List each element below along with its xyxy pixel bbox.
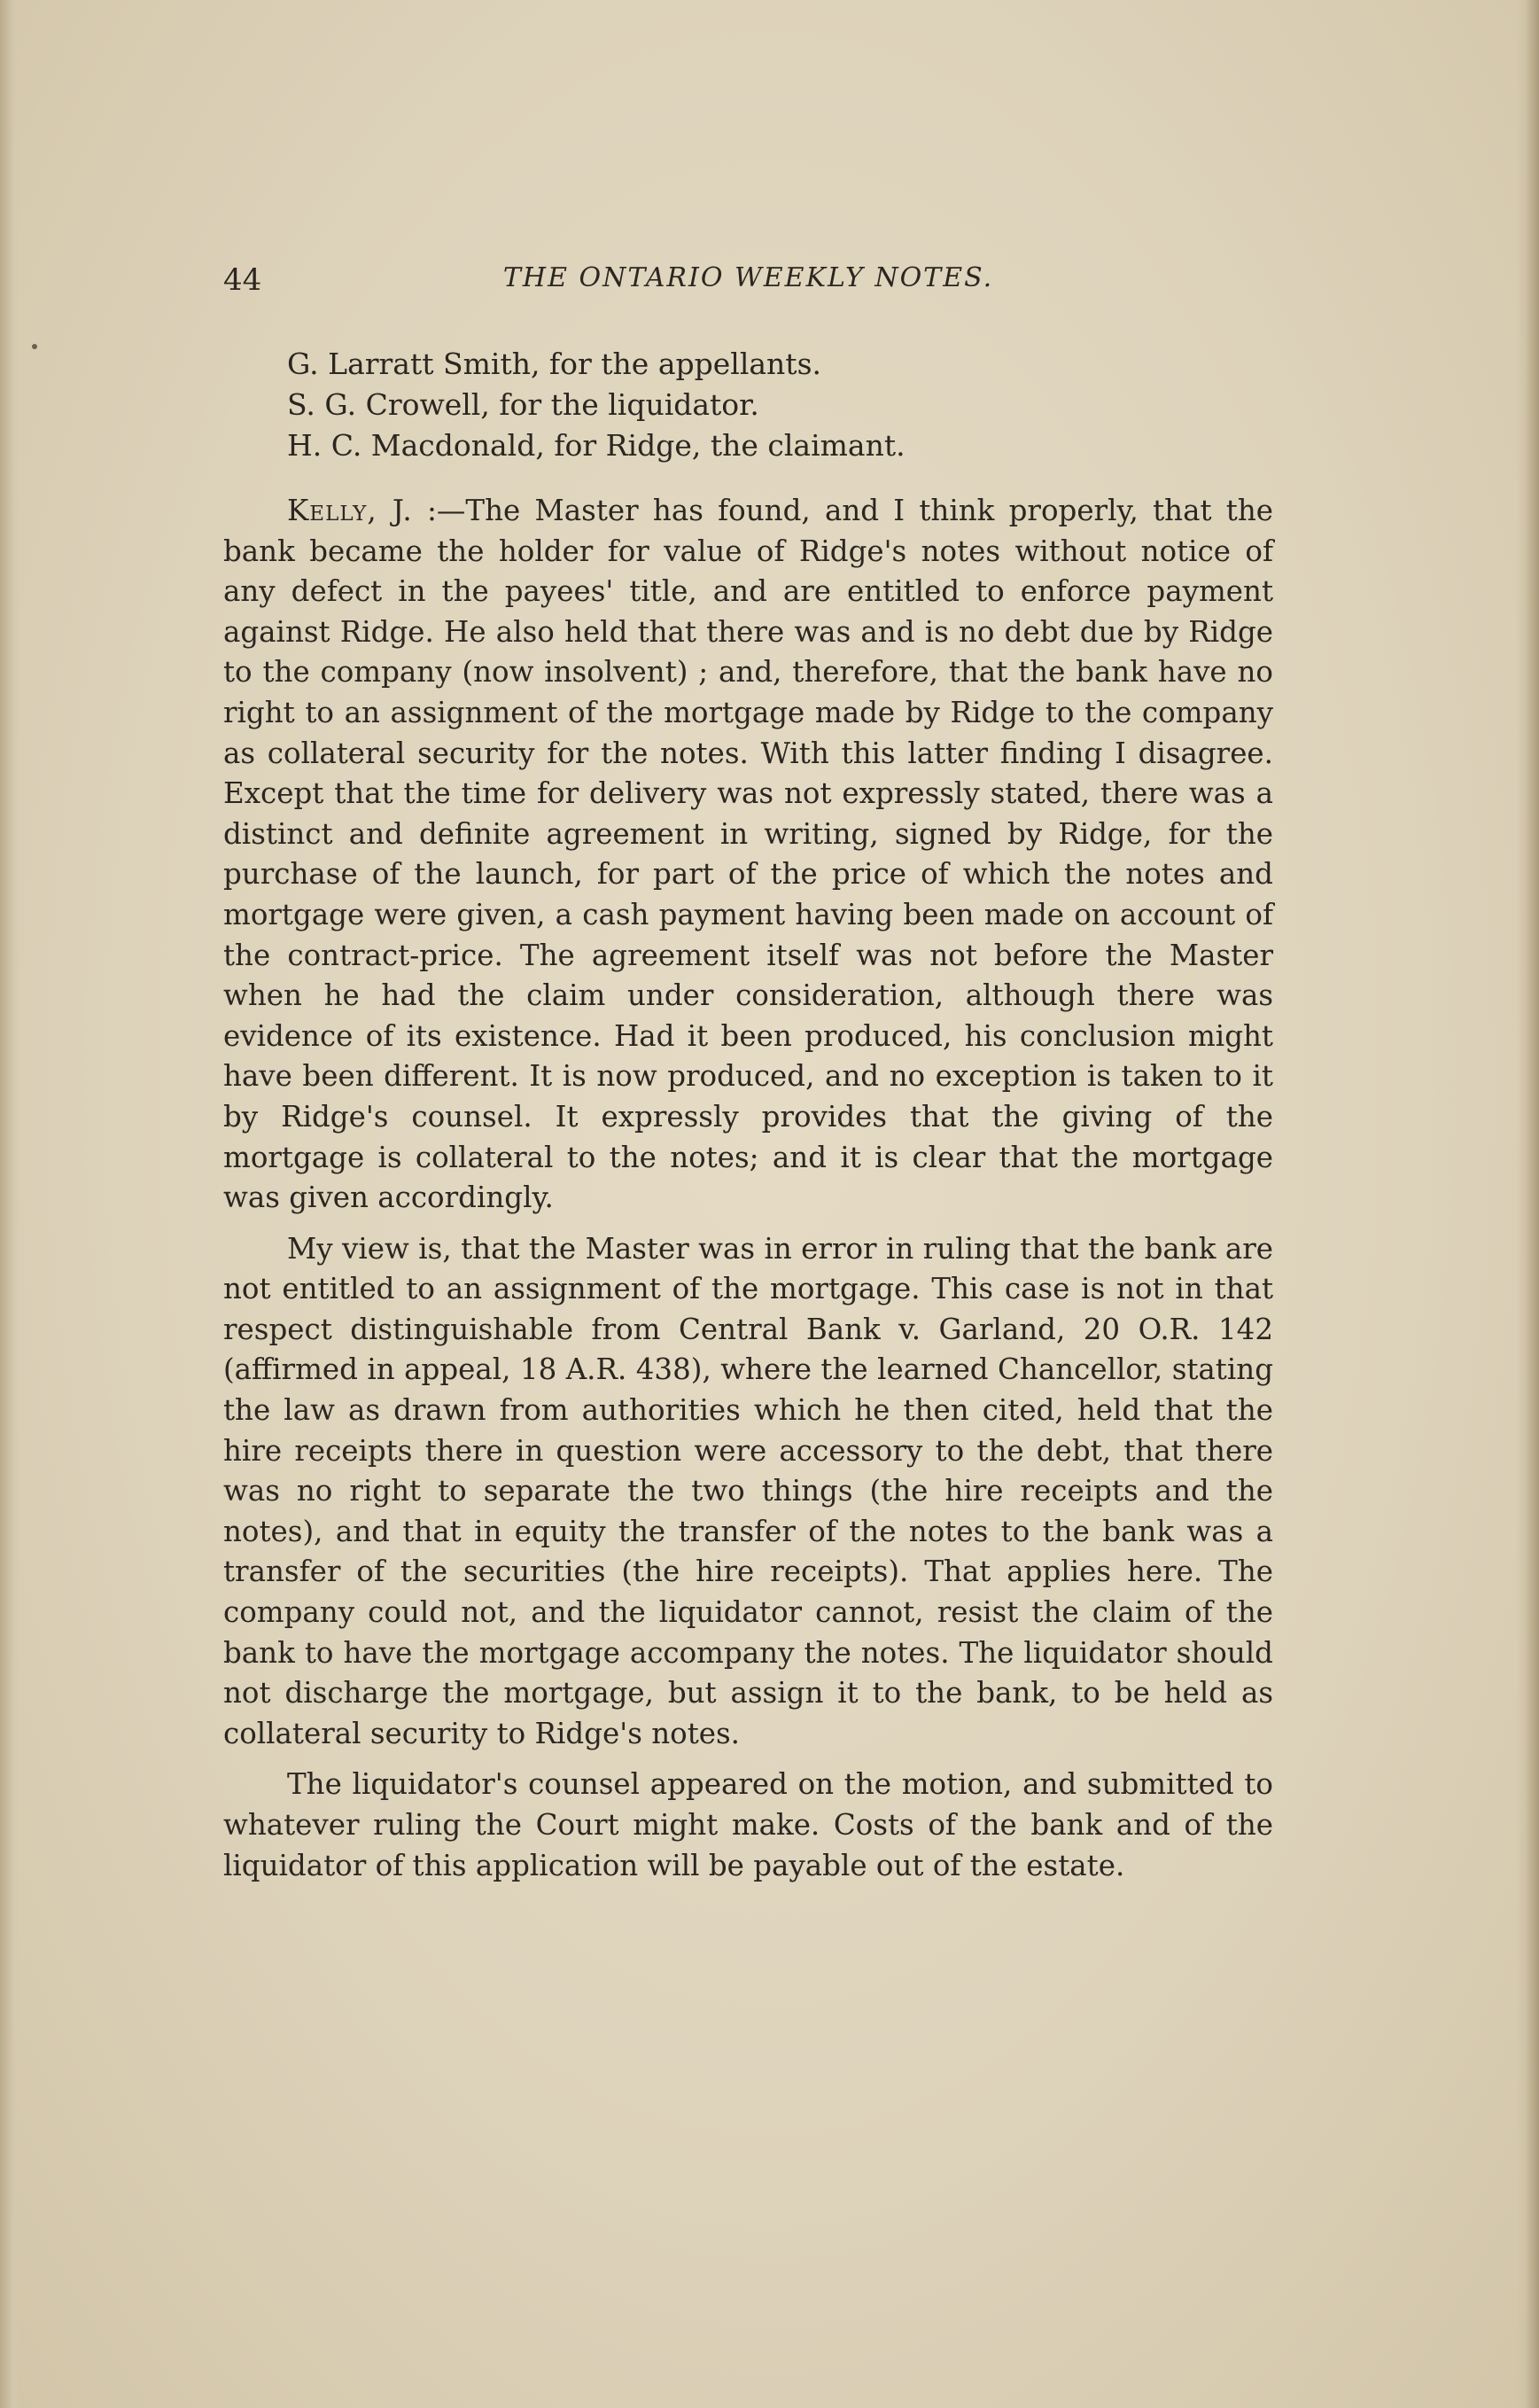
ink-speck xyxy=(32,344,37,349)
counsel-line: G. Larratt Smith, for the appellants. xyxy=(287,347,821,381)
page-left-edge xyxy=(0,0,19,2408)
page-number: 44 xyxy=(223,262,262,298)
counsel-line: H. C. Macdonald, for Ridge, the claimant. xyxy=(287,428,906,463)
counsel-list xyxy=(287,344,1273,466)
judgment-paragraph xyxy=(223,491,1273,1219)
opening-separator: :— xyxy=(412,494,466,527)
judge-name: Kelly, J. xyxy=(287,494,413,527)
counsel-line: S. G. Crowell, for the liquidator. xyxy=(287,387,759,422)
paragraph-text: The Master has found, and I think properly, that the bank became the holder for value of Ridge's notes without notice of any defect in the payees' title, and are entitled to enforce payment against Ridge. He also held that there was and is no debt due by Ridge to the company (now insolvent) ; and, therefore, that the bank have no right to an assignment of the mortgage made by Ridge to the company as collateral security for the notes. With this latter finding I disagree. Except that the time for delivery was not expressly stated, there was a distinct and definite agreement in writing, signed by Ridge, for the purchase of the launch, for part of the price of which the notes and mortgage were given, a cash payment having been made on account of the contract-price. The agreement itself was not before the Master when he had the claim under consideration, although there was evidence of its existence. Had it been produced, his conclusion might have been different. It is now produced, and no exception is taken to it by Ridge's counsel. It expressly provides that the giving of the mortgage is collateral to the notes; and it is clear that the mortgage was given accordingly. xyxy=(223,494,1273,1215)
page-header xyxy=(223,257,1273,310)
text-block xyxy=(223,257,1273,1886)
page-right-edge xyxy=(1516,0,1539,2408)
running-title: THE ONTARIO WEEKLY NOTES. xyxy=(502,262,994,293)
judgment-paragraph: The liquidator's counsel appeared on the motion, and submitted to whatever ruling the Court might make. Costs of the bank and of the liquidator of this application will be payable out of the estate. xyxy=(223,1767,1273,1882)
judgment-paragraph: My view is, that the Master was in error in ruling that the bank are not entitled to an assignment of the mortgage. This case is not in that respect distinguishable from Central Bank v. Garland, 20 O.R. 142 (affirmed in appeal, 18 A.R. 438), where the learned Chancellor, stating the law as drawn from authorities which he then cited, held that the hire receipts there in question were accessory to the debt, that there was no right to separate the two things (the hire receipts and the notes), and that in equity the transfer of the notes to the bank was a transfer of the securities (the hire receipts). That applies here. The company could not, and the liquidator cannot, resist the claim of the bank to have the mortgage accompany the notes. The liquidator should not discharge the mortgage, but assign it to the bank, to be held as collateral security to Ridge's notes. xyxy=(223,1231,1273,1750)
